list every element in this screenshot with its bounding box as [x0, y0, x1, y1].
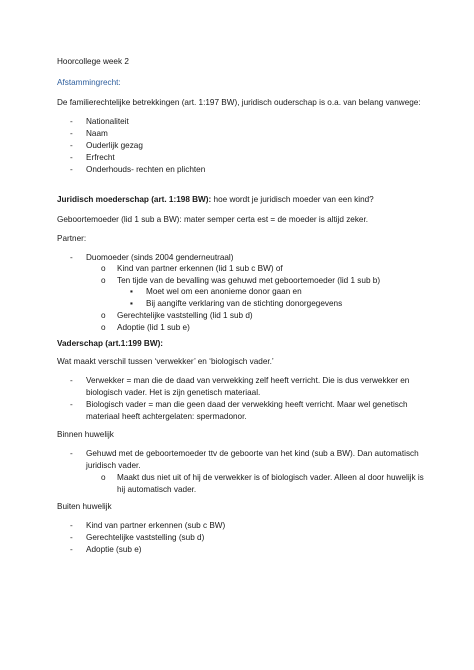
list-dash: -: [70, 545, 73, 554]
list-square: ▪: [130, 299, 133, 308]
sublist-item-line: Maakt dus niet uit of hij de verwekker is of biologisch vader. Alleen al door huwelijk is: [117, 473, 424, 482]
sublist-item: Kind van partner erkennen (lid 1 sub c BW) of: [117, 264, 283, 273]
list-item: Kind van partner erkennen (sub c BW): [86, 521, 226, 530]
list-circle: o: [101, 264, 106, 273]
vaderschap-heading: Vaderschap (art.1:199 BW):: [57, 339, 164, 348]
moederschap-heading: [57, 195, 374, 205]
list-item: Gerechtelijke vaststelling (sub d): [86, 533, 205, 542]
list-item-line: biologisch vader. Het is zijn genetisch materiaal.: [86, 388, 261, 397]
list-dash: -: [70, 117, 73, 126]
partner-label: Partner:: [57, 234, 87, 243]
binnen-huwelijk-label: Binnen huwelijk: [57, 430, 114, 439]
intro-paragraph: De familierechtelijke betrekkingen (art. 1:197 BW), juridisch ouderschap is o.a. van belang vanwege:: [57, 98, 421, 107]
list-item-line: juridisch vader.: [86, 461, 141, 470]
list-item-line: Verwekker = man die de daad van verwekking zelf heeft verricht. Die is dus verwekker en: [86, 376, 410, 385]
subsublist-item: Bij aangifte verklaring van de stichting donorgegevens: [146, 299, 343, 308]
list-item-line: Biologisch vader = man die geen daad der verwekking heeft verricht. Maar wel genetisch: [86, 400, 408, 409]
list-dash: -: [70, 521, 73, 530]
list-dash: -: [70, 449, 73, 458]
list-circle: o: [101, 311, 106, 320]
list-dash: -: [70, 400, 73, 409]
list-circle: o: [101, 276, 106, 285]
list-circle: o: [101, 473, 106, 482]
buiten-huwelijk-label: Buiten huwelijk: [57, 502, 112, 511]
list-item: Erfrecht: [86, 153, 115, 162]
list-item: Adoptie (sub e): [86, 545, 142, 554]
vaderschap-question: Wat maakt verschil tussen ‘verwekker’ en ‘biologisch vader.’: [57, 357, 274, 366]
document-title: Hoorcollege week 2: [57, 57, 129, 66]
list-dash: -: [70, 376, 73, 385]
list-dash: -: [70, 165, 73, 174]
list-dash: -: [70, 153, 73, 162]
list-item: Nationaliteit: [86, 117, 129, 126]
sublist-item: Gerechtelijke vaststelling (lid 1 sub d): [117, 311, 253, 320]
moederschap-heading-question: hoe wordt je juridisch moeder van een kind?: [211, 195, 374, 204]
list-dash: -: [70, 129, 73, 138]
sublist-item-line: hij automatisch vader.: [117, 485, 197, 494]
list-dash: -: [70, 141, 73, 150]
list-item-line: Gehuwd met de geboortemoeder ttv de geboorte van het kind (sub a BW). Dan automatisch: [86, 449, 419, 458]
list-square: ▪: [130, 287, 133, 296]
list-dash: -: [70, 253, 73, 262]
list-circle: o: [101, 323, 106, 332]
list-item: Onderhouds- rechten en plichten: [86, 165, 206, 174]
sublist-item: Adoptie (lid 1 sub e): [117, 323, 190, 332]
subsublist-item: Moet wel om een anonieme donor gaan en: [146, 287, 302, 296]
sublist-item: Ten tijde van de bevalling was gehuwd met geboortemoeder (lid 1 sub b): [117, 276, 381, 285]
duomoeder-item: Duomoeder (sinds 2004 genderneutraal): [86, 253, 234, 262]
moederschap-heading-bold: Juridisch moederschap (art. 1:198 BW):: [57, 195, 212, 204]
list-dash: -: [70, 533, 73, 542]
list-item: Naam: [86, 129, 108, 138]
geboortemoeder-paragraph: Geboortemoeder (lid 1 sub a BW): mater semper certa est = de moeder is altijd zeker.: [57, 215, 369, 224]
list-item-line: materiaal heeft achtergelaten: spermadonor.: [86, 412, 247, 421]
list-item: Ouderlijk gezag: [86, 141, 143, 150]
section-heading-afstammingrecht: Afstammingrecht:: [57, 78, 121, 87]
